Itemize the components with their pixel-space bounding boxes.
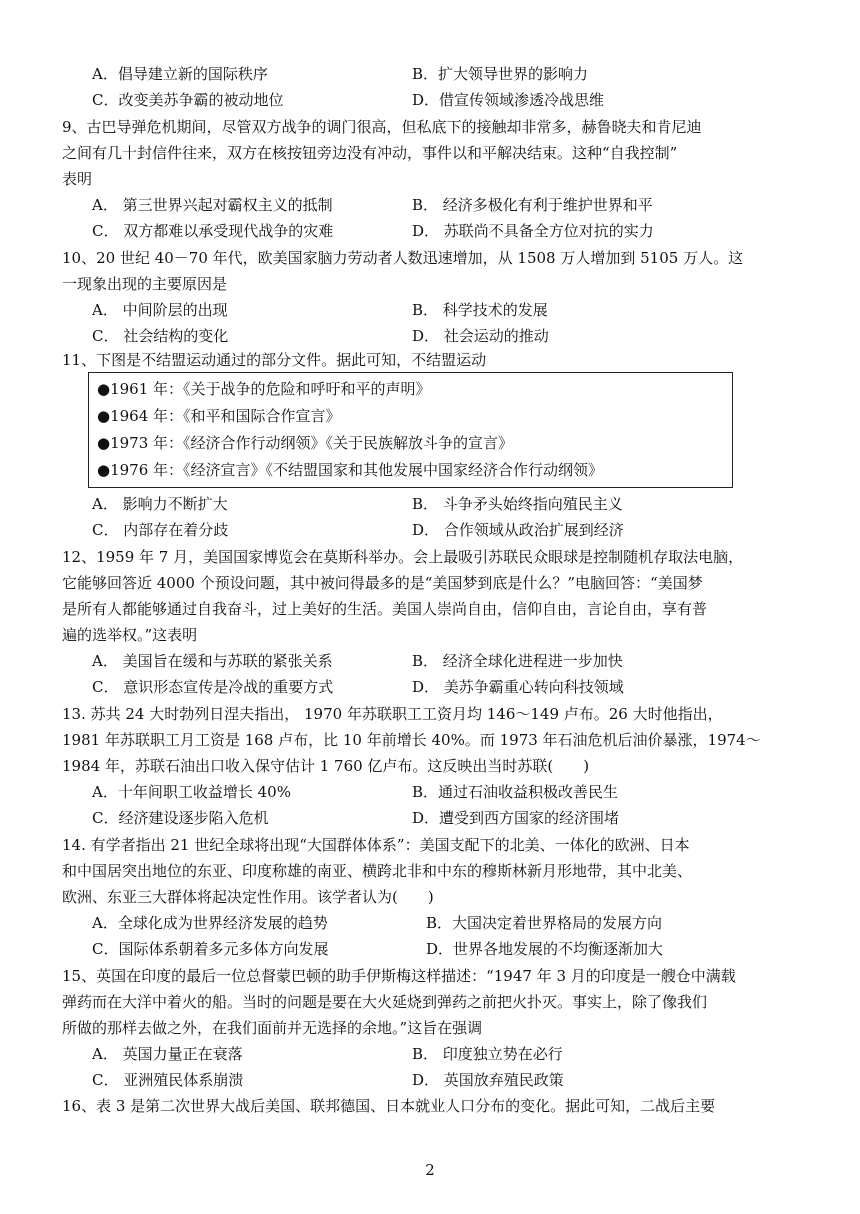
q11-option-a: A． 影响力不断扩大: [92, 495, 228, 513]
q13-option-a: A．十年间职工收益增长 40%: [92, 783, 291, 801]
q13-stem-line-1: 13. 苏共 24 大时勃列日涅夫指出， 1970 年苏联职工工资月均 146～149 卢布。26 大时他指出，: [62, 705, 723, 723]
q11-box-line-3: ●1973 年：《经济合作行动纲领》《关于民族解放斗争的宣言》: [97, 434, 514, 452]
q15-stem-line-2: 弹药而在大洋中着火的船。当时的问题是要在大火延烧到弹药之前把火扑灭。事实上，除了像我们: [62, 993, 708, 1011]
q13-stem-line-2: 1981 年苏联职工月工资是 168 卢布，比 10 年前增长 40%。而 1973 年石油危机后油价暴涨，1974～: [62, 731, 761, 749]
q9-stem-line-3: 表明: [62, 170, 93, 188]
q15-option-c: C． 亚洲殖民体系崩溃: [92, 1071, 244, 1089]
q14-stem-line-2: 和中国居突出地位的东亚、印度称雄的南亚、横跨北非和中东的穆斯林新月形地带，其中北美、: [62, 862, 693, 880]
q14-option-d: D．世界各地发展的不均衡逐渐加大: [426, 940, 664, 958]
q11-stem-line-1: 11、下图是不结盟运动通过的部分文件。据此可知，不结盟运动: [62, 351, 487, 369]
q16-stem-line-1: 16、表 3 是第二次世界大战后美国、联邦德国、日本就业人口分布的变化。据此可知，二战后主要: [62, 1097, 716, 1115]
q10-stem-line-1: 10、20 世纪 40－70 年代，欧美国家脑力劳动者人数迅速增加，从 1508 万人增加到 5105 万人。这: [62, 249, 744, 267]
q15-option-b: B． 印度独立势在必行: [412, 1045, 563, 1063]
q15-option-a: A． 英国力量正在衰落: [92, 1045, 243, 1063]
q15-stem-line-3: 所做的那样去做之外，在我们面前并无选择的余地。”这旨在强调: [62, 1019, 483, 1037]
q13-stem-line-3: 1984 年，苏联石油出口收入保守估计 1 760 亿卢布。这反映出当时苏联( ): [62, 757, 590, 775]
q10-stem-line-2: 一现象出现的主要原因是: [62, 275, 228, 293]
q10-option-a: A． 中间阶层的出现: [92, 301, 228, 319]
q12-stem-line-1: 12、1959 年 7 月，美国国家博览会在莫斯科举办。会上最吸引苏联民众眼球是控制随机存取法电脑，: [62, 548, 744, 566]
q12-stem-line-2: 它能够回答近 4000 个预设问题，其中被问得最多的是“美国梦到底是什么？”电脑回答：“美国梦: [62, 574, 703, 592]
q10-option-d: D． 社会运动的推动: [412, 327, 549, 345]
q15-option-d: D． 英国放弃殖民政策: [412, 1071, 564, 1089]
q10-option-c: C． 社会结构的变化: [92, 327, 229, 345]
q9-option-a: A． 第三世界兴起对霸权主义的抵制: [92, 196, 333, 214]
q11-box-line-1: ●1961 年：《关于战争的危险和呼吁和平的声明》: [97, 380, 431, 398]
q8-option-c: C．改变美苏争霸的被动地位: [92, 91, 284, 109]
q12-option-b: B． 经济全球化进程进一步加快: [412, 652, 623, 670]
page-number: 2: [425, 1161, 435, 1179]
q14-stem-line-3: 欧洲、东亚三大群体将起决定性作用。该学者认为( ): [62, 888, 434, 906]
q12-option-d: D． 美苏争霸重心转向科技领域: [412, 678, 624, 696]
q13-option-c: C．经济建设逐步陷入危机: [92, 809, 269, 827]
q10-option-b: B． 科学技术的发展: [412, 301, 548, 319]
q8-option-a: A．倡导建立新的国际秩序: [92, 65, 268, 83]
q9-stem-line-2: 之间有几十封信件往来，双方在核按钮旁边没有冲动，事件以和平解决结束。这种“自我控制”: [62, 144, 678, 162]
q8-option-d: D．借宣传领域渗透冷战思维: [412, 91, 605, 109]
q9-stem-line-1: 9、古巴导弹危机期间，尽管双方战争的调门很高，但私底下的接触却非常多，赫鲁晓夫和肯尼迪: [62, 118, 702, 136]
q13-option-b: B．通过石油收益积极改善民生: [412, 783, 619, 801]
q15-stem-line-1: 15、英国在印度的最后一位总督蒙巴顿的助手伊斯梅这样描述：“1947 年 3 月的印度是一艘仓中满载: [62, 967, 736, 985]
q9-option-b: B． 经济多极化有利于维护世界和平: [412, 196, 653, 214]
q9-option-d: D． 苏联尚不具备全方位对抗的实力: [412, 222, 654, 240]
q12-option-a: A． 美国旨在缓和与苏联的紧张关系: [92, 652, 333, 670]
q14-stem-line-1: 14. 有学者指出 21 世纪全球将出现“大国群体体系”：美国支配下的北美、一体化的欧洲、日本: [62, 836, 690, 854]
q12-stem-line-3: 是所有人都能够通过自我奋斗，过上美好的生活。美国人崇尚自由，信仰自由，言论自由，享有普: [62, 600, 708, 618]
q11-document-box: [88, 372, 733, 488]
q11-box-line-2: ●1964 年：《和平和国际合作宣言》: [97, 407, 341, 425]
q14-option-a: A．全球化成为世界经济发展的趋势: [92, 914, 328, 932]
q11-option-b: B． 斗争矛头始终指向殖民主义: [412, 495, 623, 513]
q11-option-c: C． 内部存在着分歧: [92, 521, 229, 539]
q14-option-c: C．国际体系朝着多元多体方向发展: [92, 940, 329, 958]
q13-option-d: D．遭受到西方国家的经济围堵: [412, 809, 620, 827]
q9-option-c: C． 双方都难以承受现代战争的灾难: [92, 222, 334, 240]
q11-option-d: D． 合作领域从政治扩展到经济: [412, 521, 624, 539]
q12-option-c: C． 意识形态宣传是冷战的重要方式: [92, 678, 334, 696]
q14-option-b: B．大国决定着世界格局的发展方向: [426, 914, 663, 932]
q12-stem-line-4: 遍的选举权。”这表明: [62, 626, 198, 644]
q11-box-line-4: ●1976 年：《经济宣言》《不结盟国家和其他发展中国家经济合作行动纲领》: [97, 461, 604, 479]
q8-option-b: B．扩大领导世界的影响力: [412, 65, 589, 83]
